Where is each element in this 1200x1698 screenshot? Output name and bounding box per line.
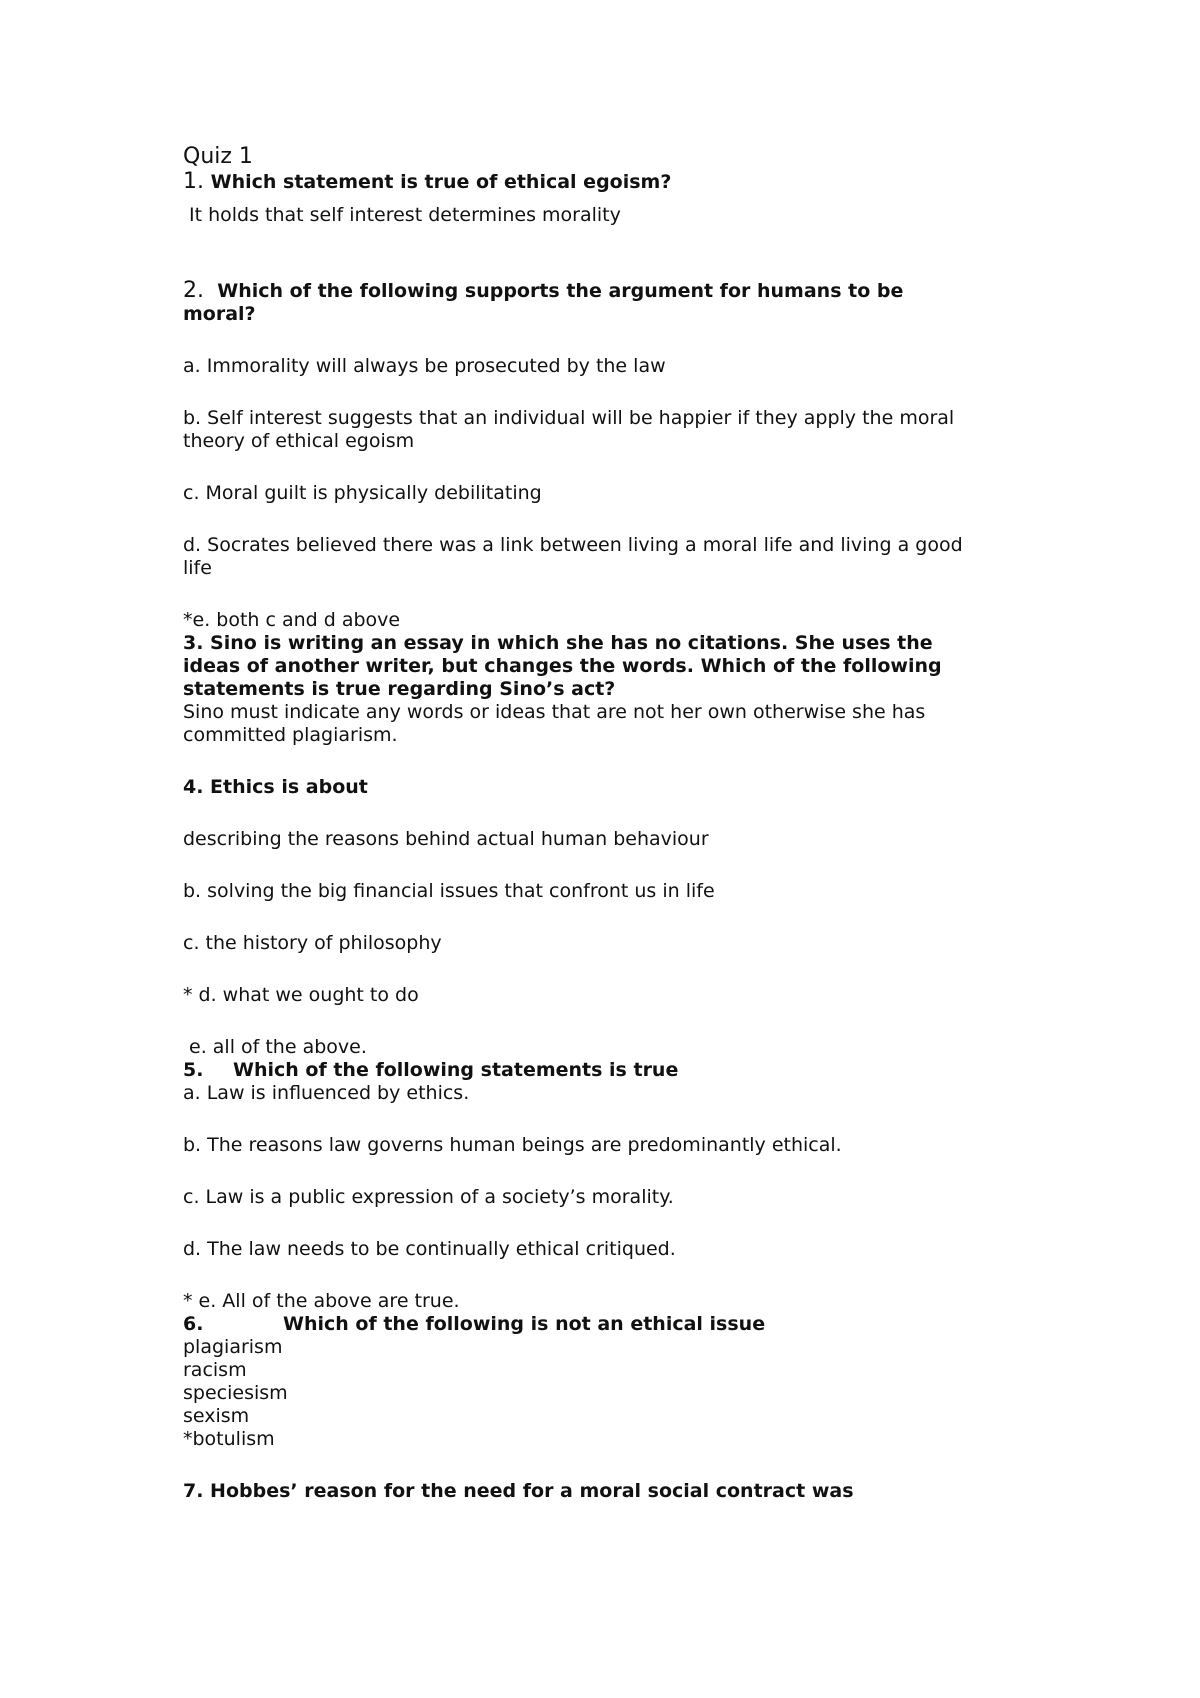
q1-answer: It holds that self interest determines morality bbox=[189, 204, 621, 226]
q3-question-line3: statements is true regarding Sino’s act? bbox=[183, 678, 616, 700]
q5-option-d: d. The law needs to be continually ethical critiqued. bbox=[183, 1238, 676, 1260]
q1-question bbox=[183, 170, 1043, 194]
q5-option-c: c. Law is a public expression of a society’s morality. bbox=[183, 1186, 674, 1208]
q2-option-b-cont: theory of ethical egoism bbox=[183, 430, 415, 452]
q2-option-e: *e. both c and d above bbox=[183, 609, 401, 631]
q2-question-line2: moral? bbox=[183, 303, 256, 325]
q3-answer-line2: committed plagiarism. bbox=[183, 724, 398, 746]
q4-question: 4. Ethics is about bbox=[183, 776, 368, 798]
q2-option-d: d. Socrates believed there was a link between living a moral life and living a good bbox=[183, 534, 963, 556]
document-page bbox=[183, 144, 1043, 1503]
q3-question-line1: 3. Sino is writing an essay in which she has no citations. She uses the bbox=[183, 632, 933, 654]
q6-question bbox=[183, 1313, 1043, 1336]
q5-option-e: * e. All of the above are true. bbox=[183, 1290, 460, 1312]
q6-option-4: sexism bbox=[183, 1405, 250, 1427]
q3-answer-line1: Sino must indicate any words or ideas that are not her own otherwise she has bbox=[183, 701, 926, 723]
q1-number: 1. bbox=[183, 169, 204, 194]
q2-option-a: a. Immorality will always be prosecuted by the law bbox=[183, 355, 666, 377]
q3-question-line2: ideas of another writer, but changes the words. Which of the following bbox=[183, 655, 942, 677]
q2-option-c: c. Moral guilt is physically debilitating bbox=[183, 482, 542, 504]
q6-option-3: speciesism bbox=[183, 1382, 288, 1404]
q5-question bbox=[183, 1059, 1043, 1082]
q4-option-c: c. the history of philosophy bbox=[183, 932, 442, 954]
quiz-title: Quiz 1 bbox=[183, 144, 253, 169]
q7-question: 7. Hobbes’ reason for the need for a moral social contract was bbox=[183, 1480, 854, 1502]
q6-option-2: racism bbox=[183, 1359, 247, 1381]
q5-option-b: b. The reasons law governs human beings are predominantly ethical. bbox=[183, 1134, 842, 1156]
q2-question bbox=[183, 279, 1043, 303]
q2-number: 2. bbox=[183, 278, 204, 303]
q4-option-b: b. solving the big financial issues that confront us in life bbox=[183, 880, 715, 902]
q6-text: Which of the following is not an ethical issue bbox=[283, 1313, 766, 1335]
q5-text: Which of the following statements is true bbox=[233, 1059, 679, 1081]
q1-text: Which statement is true of ethical egoism? bbox=[210, 171, 672, 193]
q2-option-b: b. Self interest suggests that an individual will be happier if they apply the moral bbox=[183, 407, 955, 429]
q2-text-line1: Which of the following supports the argument for humans to be bbox=[217, 280, 904, 302]
q5-number: 5. bbox=[183, 1059, 204, 1081]
q6-option-1: plagiarism bbox=[183, 1336, 283, 1358]
q6-number: 6. bbox=[183, 1313, 204, 1335]
q2-option-d-cont: life bbox=[183, 557, 212, 579]
q4-option-a: describing the reasons behind actual human behaviour bbox=[183, 828, 709, 850]
q5-option-a: a. Law is influenced by ethics. bbox=[183, 1082, 470, 1104]
q6-option-5: *botulism bbox=[183, 1428, 275, 1450]
q4-option-d: * d. what we ought to do bbox=[183, 984, 419, 1006]
q4-option-e: e. all of the above. bbox=[189, 1036, 367, 1058]
